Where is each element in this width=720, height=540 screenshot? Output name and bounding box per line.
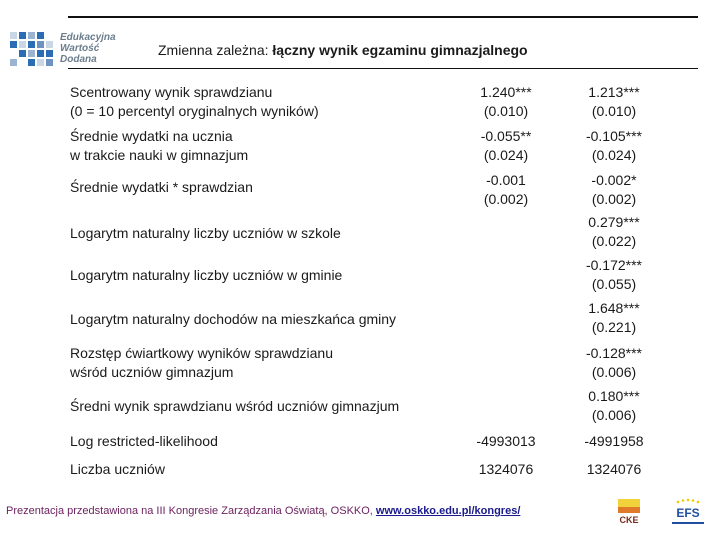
n-value: 1324076 [478,461,534,477]
coefficient: 0.279*** [588,214,640,230]
col2-cell [564,83,664,121]
std-error: (0.010) [591,103,637,119]
std-error: (0.221) [591,319,637,335]
col2-cell [564,213,664,251]
row-label-sprawdzian [70,83,319,121]
logo-grid-icon [10,32,56,72]
row-label-line: (0 = 10 percentyl oryginalnych wyników) [70,103,319,119]
std-error: (0.002) [483,191,529,207]
coefficient: -0.002* [591,172,637,188]
row-label-line: Średnie wydatki * sprawdzian [70,179,253,195]
top-rule [68,16,698,18]
col2-cell [564,256,664,294]
row-label-line: Log restricted-likelihood [70,433,218,449]
cke-logo [614,497,644,529]
row-label-line: Logarytm naturalny liczby uczniów w szkole [70,225,341,241]
col2-cell [564,299,664,337]
row-label-line: Logarytm naturalny dochodów na mieszkańca gminy [70,311,397,327]
log-likelihood-value: -4991958 [584,433,644,449]
std-error: (0.024) [591,147,637,163]
n-value: 1324076 [586,461,642,477]
efs-logo [664,497,712,533]
std-error: (0.006) [591,407,637,423]
logo-line1: Edukacyjna [60,32,116,43]
col1-cell [456,432,556,451]
congress-link[interactable]: www.oskko.edu.pl/kongres/ [375,505,521,517]
row-label-line: wśród uczniów gimnazjum [70,364,234,380]
row-label-interakcja [70,178,253,197]
row-label-line: Scentrowany wynik sprawdzianu [70,84,273,100]
col1-cell [456,127,556,165]
row-label-line: w trakcie nauki w gimnazjum [70,147,249,163]
row-label-line: Średnie wydatki na ucznia [70,128,233,144]
logo-line2: Wartość [60,43,100,54]
row-label-uczniowie-gmina [70,266,342,285]
row-label-line: Logarytm naturalny liczby uczniów w gminie [70,267,343,283]
cke-logo-text: CKE [619,515,639,525]
coefficient: 1.213*** [588,84,640,100]
std-error: (0.024) [483,147,529,163]
heading-dependent-variable: łączny wynik egzaminu gimnazjalnego [272,42,528,58]
page-heading [158,42,528,58]
logo-line3: Dodana [60,54,97,65]
row-label-line: Rozstęp ćwiartkowy wyników sprawdzianu [70,345,333,361]
coefficient: 0.180*** [588,388,640,404]
header-rule [68,68,698,69]
row-label-dochody [70,310,396,329]
std-error: (0.006) [591,364,637,380]
footer-credit [6,505,520,517]
std-error: (0.002) [591,191,637,207]
std-error: (0.055) [591,276,637,292]
log-likelihood-value: -4993013 [476,433,536,449]
coefficient: -0.128*** [585,345,643,361]
col2-cell [564,387,664,425]
std-error: (0.010) [483,103,529,119]
col2-cell [564,344,664,382]
row-label-liczba-uczniow [70,460,165,479]
coefficient: -0.105*** [585,128,643,144]
row-label-uczniowie-szkola [70,224,341,243]
logo-text [60,32,116,65]
col2-cell [564,460,664,479]
row-label-rozstep [70,344,333,382]
col1-cell [456,171,556,209]
col1-cell [456,83,556,121]
coefficient: -0.172*** [585,257,643,273]
col2-cell [564,127,664,165]
std-error: (0.022) [591,233,637,249]
row-label-line: Liczba uczniów [70,461,165,477]
heading-prefix: Zmienna zależna: [158,42,273,58]
coefficient: -0.055** [480,128,532,144]
footer-text: Prezentacja przedstawiona na III Kongresie Zarządzania Oświatą, OSKKO, [6,505,376,517]
row-label-sredni-wynik [70,397,399,416]
efs-logo-text: EFS [676,506,700,520]
row-label-log-likelihood [70,432,218,451]
coefficient: 1.648*** [588,300,640,316]
col1-cell [456,460,556,479]
row-label-wydatki [70,127,248,165]
col2-cell [564,171,664,209]
row-label-line: Średni wynik sprawdzianu wśród uczniów gimnazjum [70,398,400,414]
coefficient: 1.240*** [480,84,532,100]
coefficient: -0.001 [486,172,526,188]
col2-cell [564,432,664,451]
